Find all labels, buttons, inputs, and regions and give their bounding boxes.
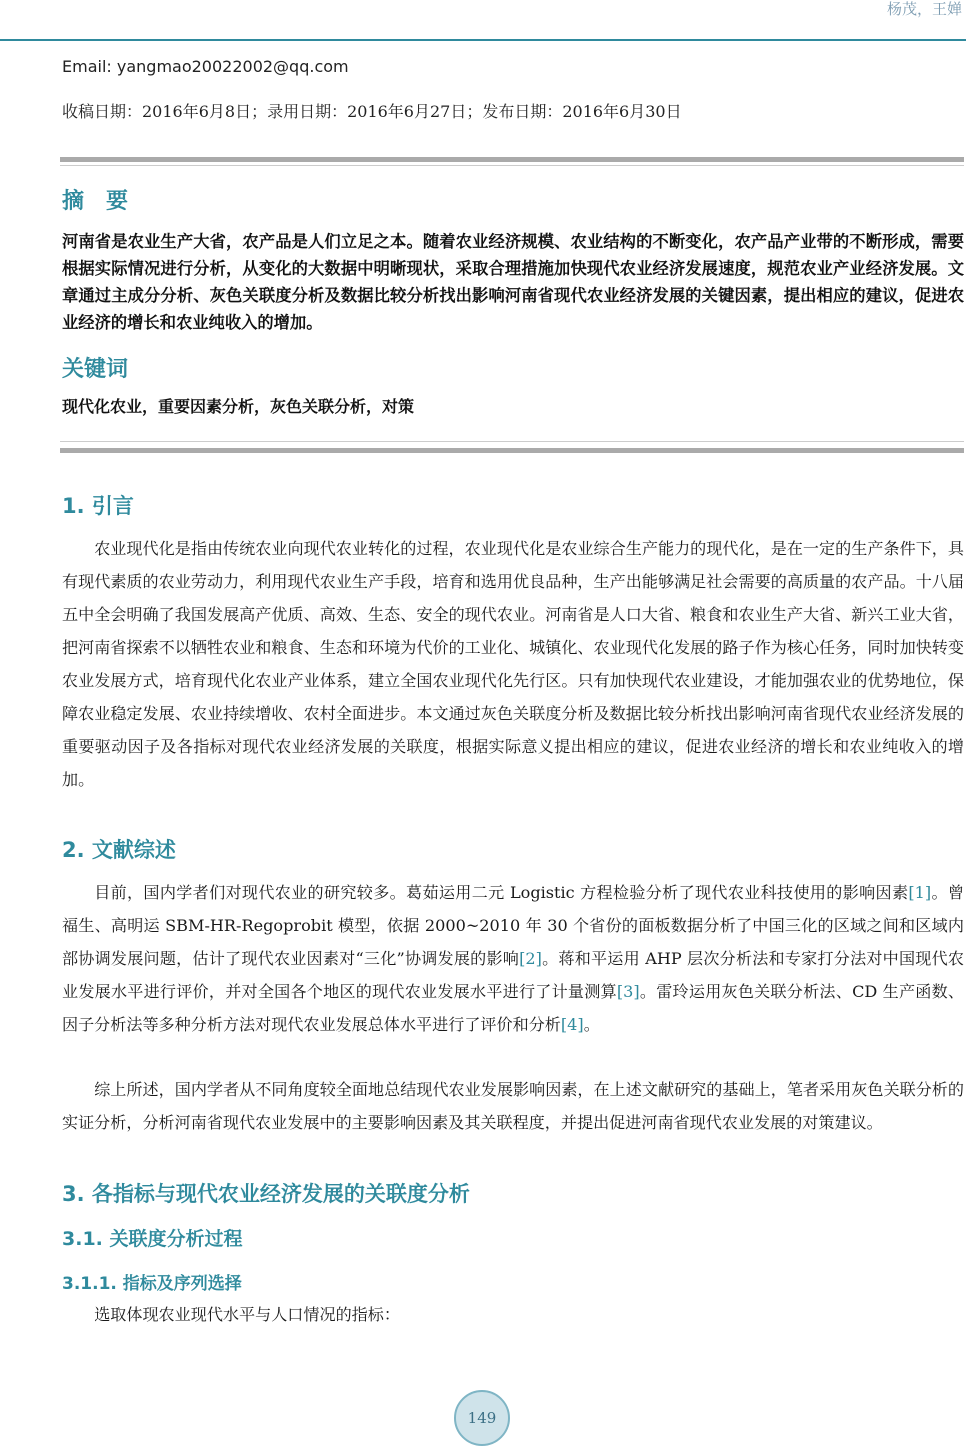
- publication-dates: 收稿日期：2016年6月8日；录用日期：2016年6月27日；发布日期：2016年6月30日: [62, 102, 682, 121]
- citation-link-1[interactable]: [1]: [908, 883, 932, 902]
- citation-link-2[interactable]: [2]: [519, 949, 542, 968]
- section-2-heading: 2. 文献综述: [62, 838, 176, 862]
- abstract-heading: 摘 要: [62, 189, 129, 214]
- section-2-paragraph-2: 综上所述，国内学者从不同角度较全面地总结现代农业发展影响因素，在上述文献研究的基础上，笔者采用灰色关联分析的实证分析，分析河南省现代农业发展中的主要影响因素及其关联程度，并提出促进河南省现代农业发展的对策建议。: [62, 1080, 964, 1132]
- header-divider: [0, 39, 966, 41]
- abstract-bottom-divider-thin: [60, 441, 964, 442]
- keywords-heading: 关键词: [62, 357, 129, 382]
- section-3-1-heading: 3.1. 关联度分析过程: [62, 1228, 243, 1250]
- page-number-badge: 149: [454, 1390, 510, 1446]
- abstract-bottom-divider: [60, 448, 964, 453]
- section-2-paragraph-1: [62, 876, 964, 1041]
- keywords-text: 现代化农业，重要因素分析，灰色关联分析，对策: [62, 397, 415, 416]
- citation-link-4[interactable]: [4]: [560, 1015, 584, 1034]
- section-1-heading: 1. 引言: [62, 494, 134, 518]
- s2-text-c: 。蒋和平运用 AHP 层次分析法和专家打分法对中国现代农业发展水平进行评价，并对全国各个地区的现代农业发展水平进行了计量测算: [62, 949, 964, 1001]
- section-3-1-1-paragraph: 选取体现农业现代水平与人口情况的指标：: [94, 1305, 400, 1324]
- abstract-text: 河南省是农业生产大省，农产品是人们立足之本。随着农业经济规模、农业结构的不断变化，农产品产业带的不断形成，需要根据实际情况进行分析，从变化的大数据中明晰现状，采取合理措施加快现代农业经济发展速度，规范农业产业经济发展。文章通过主成分分析、灰色关联度分析及数据比较分析找出影响河南省现代农业经济发展的关键因素，提出相应的建议，促进农业经济的增长和农业纯收入的增加。: [62, 232, 964, 332]
- section-1-paragraph: 农业现代化是指由传统农业向现代农业转化的过程，农业现代化是农业综合生产能力的现代化，是在一定的生产条件下，具有现代素质的农业劳动力，利用现代农业生产手段，培育和选用优良品种，生产出能够满足社会需要的高质量的农产品。十八届五中全会明确了我国发展高产优质、高效、生态、安全的现代农业。河南省是人口大省、粮食和农业生产大省、新兴工业大省，把河南省探索不以牺牲农业和粮食、生态和环境为代价的工业化、城镇化、农业现代化发展的路子作为核心任务，同时加快转变农业发展方式，培育现代化农业产业体系，建立全国农业现代化先行区。只有加快现代农业建设，才能加强农业的优势地位，保障农业稳定发展、农业持续增收、农村全面进步。本文通过灰色关联度分析及数据比较分析找出影响河南省现代农业经济发展的重要驱动因子及各指标对现代农业经济发展的关联度，根据实际意义提出相应的建议，促进农业经济的增长和农业纯收入的增加。: [62, 539, 964, 789]
- section-3-1-1-heading: 3.1.1. 指标及序列选择: [62, 1274, 242, 1294]
- s2-text-b: 。曾福生、高明运 SBM-HR-Regoprobit 模型，依据 2000~2010 年 30 个省份的面板数据分析了中国三化的区域之间和区域内部协调发展问题，估计了现代农业因素对“三化”协调发展的影响: [62, 883, 964, 968]
- abstract-top-divider-thin: [60, 165, 964, 166]
- running-header-authors: 杨茂，王婵: [886, 0, 962, 18]
- s2-text-a: 目前，国内学者们对现代农业的研究较多。葛茹运用二元 Logistic 方程检验分析了现代农业科技使用的影响因素: [94, 883, 909, 902]
- section-3-heading: 3. 各指标与现代农业经济发展的关联度分析: [62, 1182, 470, 1206]
- s2-text-e: 。: [583, 1015, 600, 1034]
- abstract-top-divider: [60, 157, 964, 162]
- author-email: Email: yangmao20022002@qq.com: [62, 57, 349, 76]
- citation-link-3[interactable]: [3]: [616, 982, 640, 1001]
- s2-text-d: 。雷玲运用灰色关联分析法、CD 生产函数、因子分析法等多种分析方法对现代农业发展总体水平进行了评价和分析: [62, 982, 965, 1034]
